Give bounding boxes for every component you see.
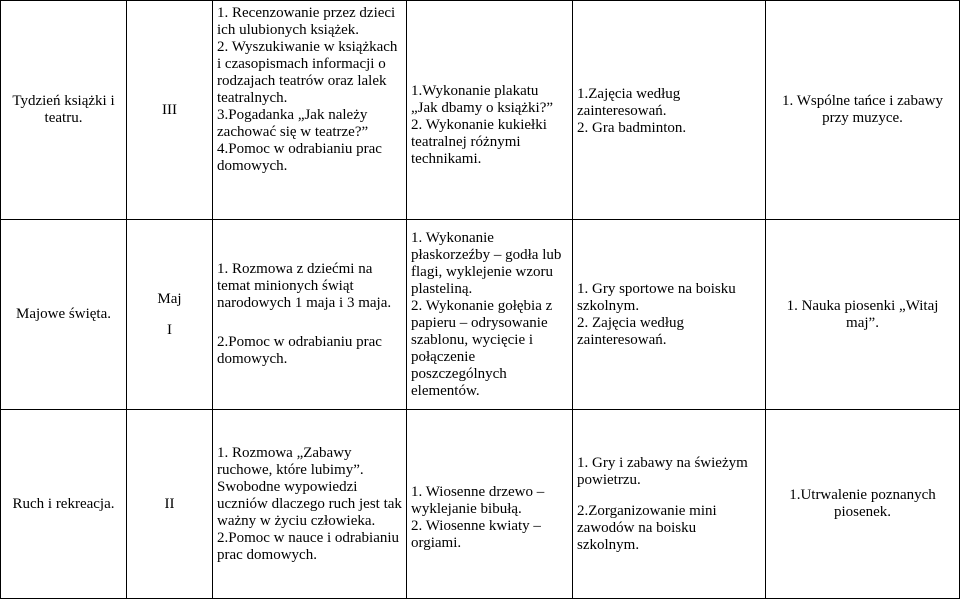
activities-cell: [213, 220, 407, 410]
theme-text: Majowe święta.: [16, 306, 111, 322]
sport-item: 2. Zajęcia według zainteresowań.: [577, 314, 685, 348]
music-text: 1. Wspólne tańce i zabawy przy muzyce.: [782, 93, 943, 126]
month-name: Maj: [157, 290, 182, 307]
art-item: 1.Wykonanie plakatu „Jak dbamy o książki?”: [411, 82, 554, 116]
sport-cell: [573, 220, 766, 410]
table-row: [1, 220, 960, 410]
sport-cell: [573, 410, 766, 599]
art-item: 2. Wykonanie kukiełki teatralnej różnymi technikami.: [411, 116, 547, 167]
sport-item: 2. Gra badminton.: [577, 119, 687, 136]
activity-item: 2. Wyszukiwanie w książkach i czasopismach informacji o rodzajach teatrów oraz lalek teatralnych.: [217, 39, 398, 106]
art-cell: [407, 1, 573, 220]
theme-text: Tydzień książki i teatru.: [12, 93, 115, 126]
activity-item: 2.Pomoc w nauce i odrabianiu prac domowych.: [217, 529, 400, 563]
month-week-cell: [127, 220, 213, 410]
music-text: 1.Utrwalenie poznanych piosenek.: [789, 487, 936, 520]
theme-cell: [1, 410, 127, 599]
art-item: 1. Wykonanie płaskorzeźby – godła lub flagi, wyklejenie wzoru plasteliną.: [411, 229, 562, 297]
activity-item: 4.Pomoc w odrabianiu prac domowych.: [217, 141, 382, 174]
music-cell: [766, 1, 960, 220]
activity-item: 1. Recenzowanie przez dzieci ich ulubionych książek.: [217, 5, 396, 38]
art-item: 1. Wiosenne drzewo – wyklejanie bibułą.: [411, 484, 545, 517]
music-cell: [766, 410, 960, 599]
activities-cell: [213, 410, 407, 599]
art-cell: [407, 410, 573, 599]
table-row: [1, 410, 960, 599]
theme-text: Ruch i rekreacja.: [12, 495, 115, 512]
month-week-cell: [127, 410, 213, 599]
art-item: 2. Wykonanie gołębia z papieru – odrysowanie szablonu, wycięcie i połączenie poszczególnych elementów.: [411, 297, 553, 399]
activities-cell: [213, 1, 407, 220]
theme-cell: [1, 1, 127, 220]
week-number: III: [162, 101, 177, 118]
art-item: 2. Wiosenne kwiaty – orgiami.: [411, 518, 541, 551]
art-cell: [407, 220, 573, 410]
activity-item: 3.Pogadanka „Jak należy zachować się w teatrze?”: [217, 107, 369, 140]
sport-item: 1. Gry sportowe na boisku szkolnym.: [577, 280, 736, 314]
week-number: II: [164, 495, 175, 512]
theme-cell: [1, 220, 127, 410]
table-row: [1, 1, 960, 220]
sport-item: 1. Gry i zabawy na świeżym powietrzu.: [577, 454, 748, 488]
week-number: I: [167, 321, 172, 338]
sport-item: 2.Zorganizowanie mini zawodów na boisku szkolnym.: [577, 502, 717, 553]
music-text: 1. Nauka piosenki „Witaj maj”.: [786, 297, 939, 331]
sport-cell: [573, 1, 766, 220]
activity-item: 1. Rozmowa z dziećmi na temat minionych świąt narodowych 1 maja i 3 maja.: [217, 261, 392, 311]
sport-item: 1.Zajęcia według zainteresowań.: [577, 85, 681, 119]
music-cell: [766, 220, 960, 410]
month-week-cell: [127, 1, 213, 220]
activity-item: 2.Pomoc w odrabianiu prac domowych.: [217, 334, 382, 367]
activity-item: 1. Rozmowa „Zabawy ruchowe, które lubimy”. Swobodne wypowiedzi uczniów dlaczego ruch jest tak ważny w życiu człowieka.: [217, 444, 402, 529]
